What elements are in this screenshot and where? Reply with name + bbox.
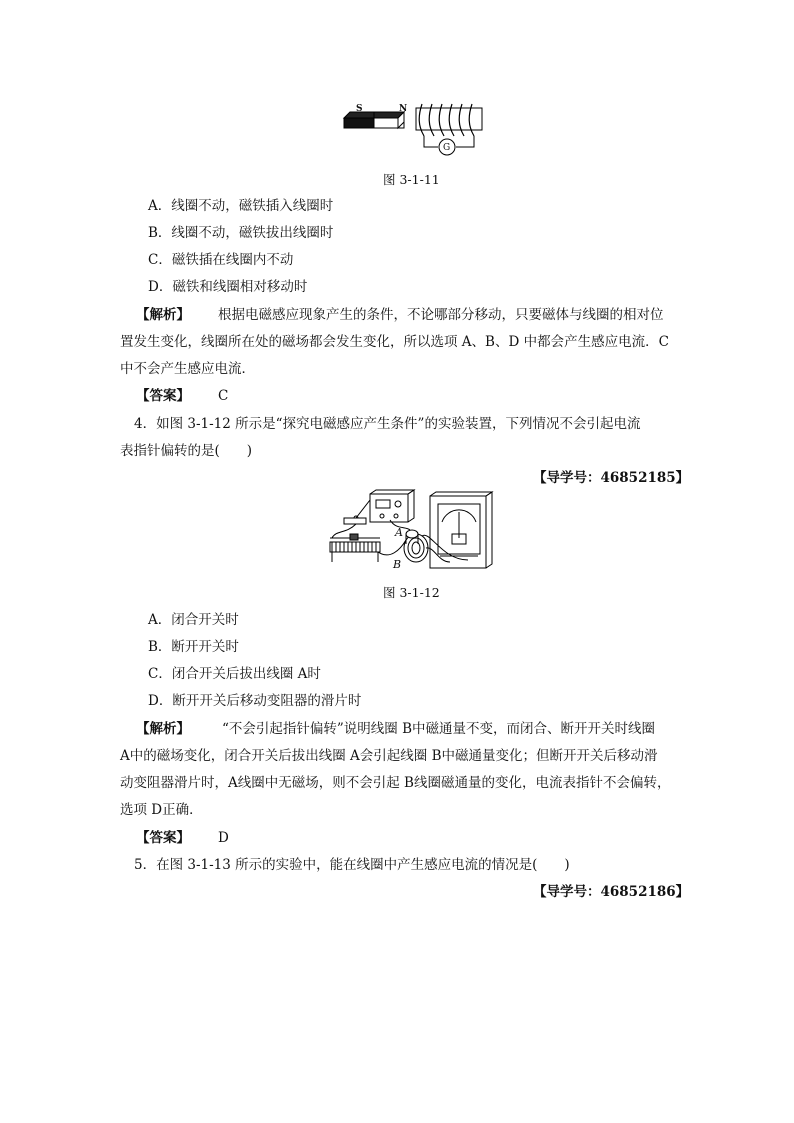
- q4-analysis-line-3: 动变阻器滑片时，A线圈中无磁场，则不会引起 B线圈磁通量的变化，电流表指针不会偏转，: [120, 775, 671, 791]
- q4-guide-number: 【导学号：46852185】: [533, 470, 690, 486]
- q3-option-b: B．线圈不动，磁铁拔出线圈时: [148, 225, 334, 241]
- q4-analysis-line-4: 选项 D正确．: [120, 802, 203, 818]
- q4-option-d: D．断开开关后移动变阻器的滑片时: [148, 693, 362, 709]
- coil-b-label: B: [393, 558, 402, 571]
- galvanometer-g-label: G: [443, 143, 451, 153]
- q4-stem-line-1: 4．如图 3-1-12 所示是“探究电磁感应产生条件”的实验装置，下列情况不会引起电流: [134, 416, 641, 432]
- q4-answer-tag: 【答案】: [136, 830, 190, 846]
- magnet-s-label: S: [356, 104, 363, 114]
- q4-analysis-line-2: A中的磁场变化，闭合开关后拔出线圈 A会引起线圈 B中磁通量变化；但断开开关后移动滑: [120, 748, 658, 764]
- q4-option-b: B．断开开关时: [148, 639, 239, 655]
- q3-answer-value: C: [218, 388, 229, 404]
- figure-caption-3-1-12: 图 3-1-12: [383, 585, 440, 600]
- q3-analysis-line-2: 置发生变化，线圈所在处的磁场都会发生变化，所以选项 A、B、D 中都会产生感应电流．C: [120, 334, 669, 350]
- magnet-n-label: N: [399, 104, 408, 114]
- q3-analysis-tag: 【解析】: [136, 307, 190, 323]
- q3-option-c: C．磁铁插在线圈内不动: [148, 252, 294, 268]
- q5-guide-number: 【导学号：46852186】: [533, 884, 690, 900]
- q3-answer-tag: 【答案】: [136, 388, 190, 404]
- q3-analysis-line-1: 根据电磁感应现象产生的条件，不论哪部分移动，只要磁体与线圈的相对位: [218, 307, 664, 323]
- q5-stem: 5．在图 3-1-13 所示的实验中，能在线圈中产生感应电流的情况是( ): [134, 857, 570, 873]
- q3-analysis-line-3: 中不会产生感应电流．: [120, 361, 255, 377]
- q3-option-a: A．线圈不动，磁铁插入线圈时: [148, 198, 334, 214]
- q4-analysis-tag: 【解析】: [136, 721, 190, 737]
- q4-option-c: C．闭合开关后拔出线圈 A时: [148, 666, 321, 682]
- q4-stem-line-2: 表指针偏转的是( ): [120, 443, 253, 459]
- figure-caption-3-1-11: 图 3-1-11: [383, 172, 440, 187]
- q4-answer-value: D: [218, 830, 229, 846]
- figure-experiment-apparatus: [326, 490, 496, 572]
- q4-option-a: A．闭合开关时: [148, 612, 239, 628]
- q4-analysis-line-1: “不会引起指针偏转”说明线圈 B中磁通量不变，而闭合、断开开关时线圈: [222, 721, 656, 737]
- figure-magnet-coil: [340, 96, 490, 160]
- q3-option-d: D．磁铁和线圈相对移动时: [148, 279, 308, 295]
- coil-a-label: A: [395, 526, 403, 539]
